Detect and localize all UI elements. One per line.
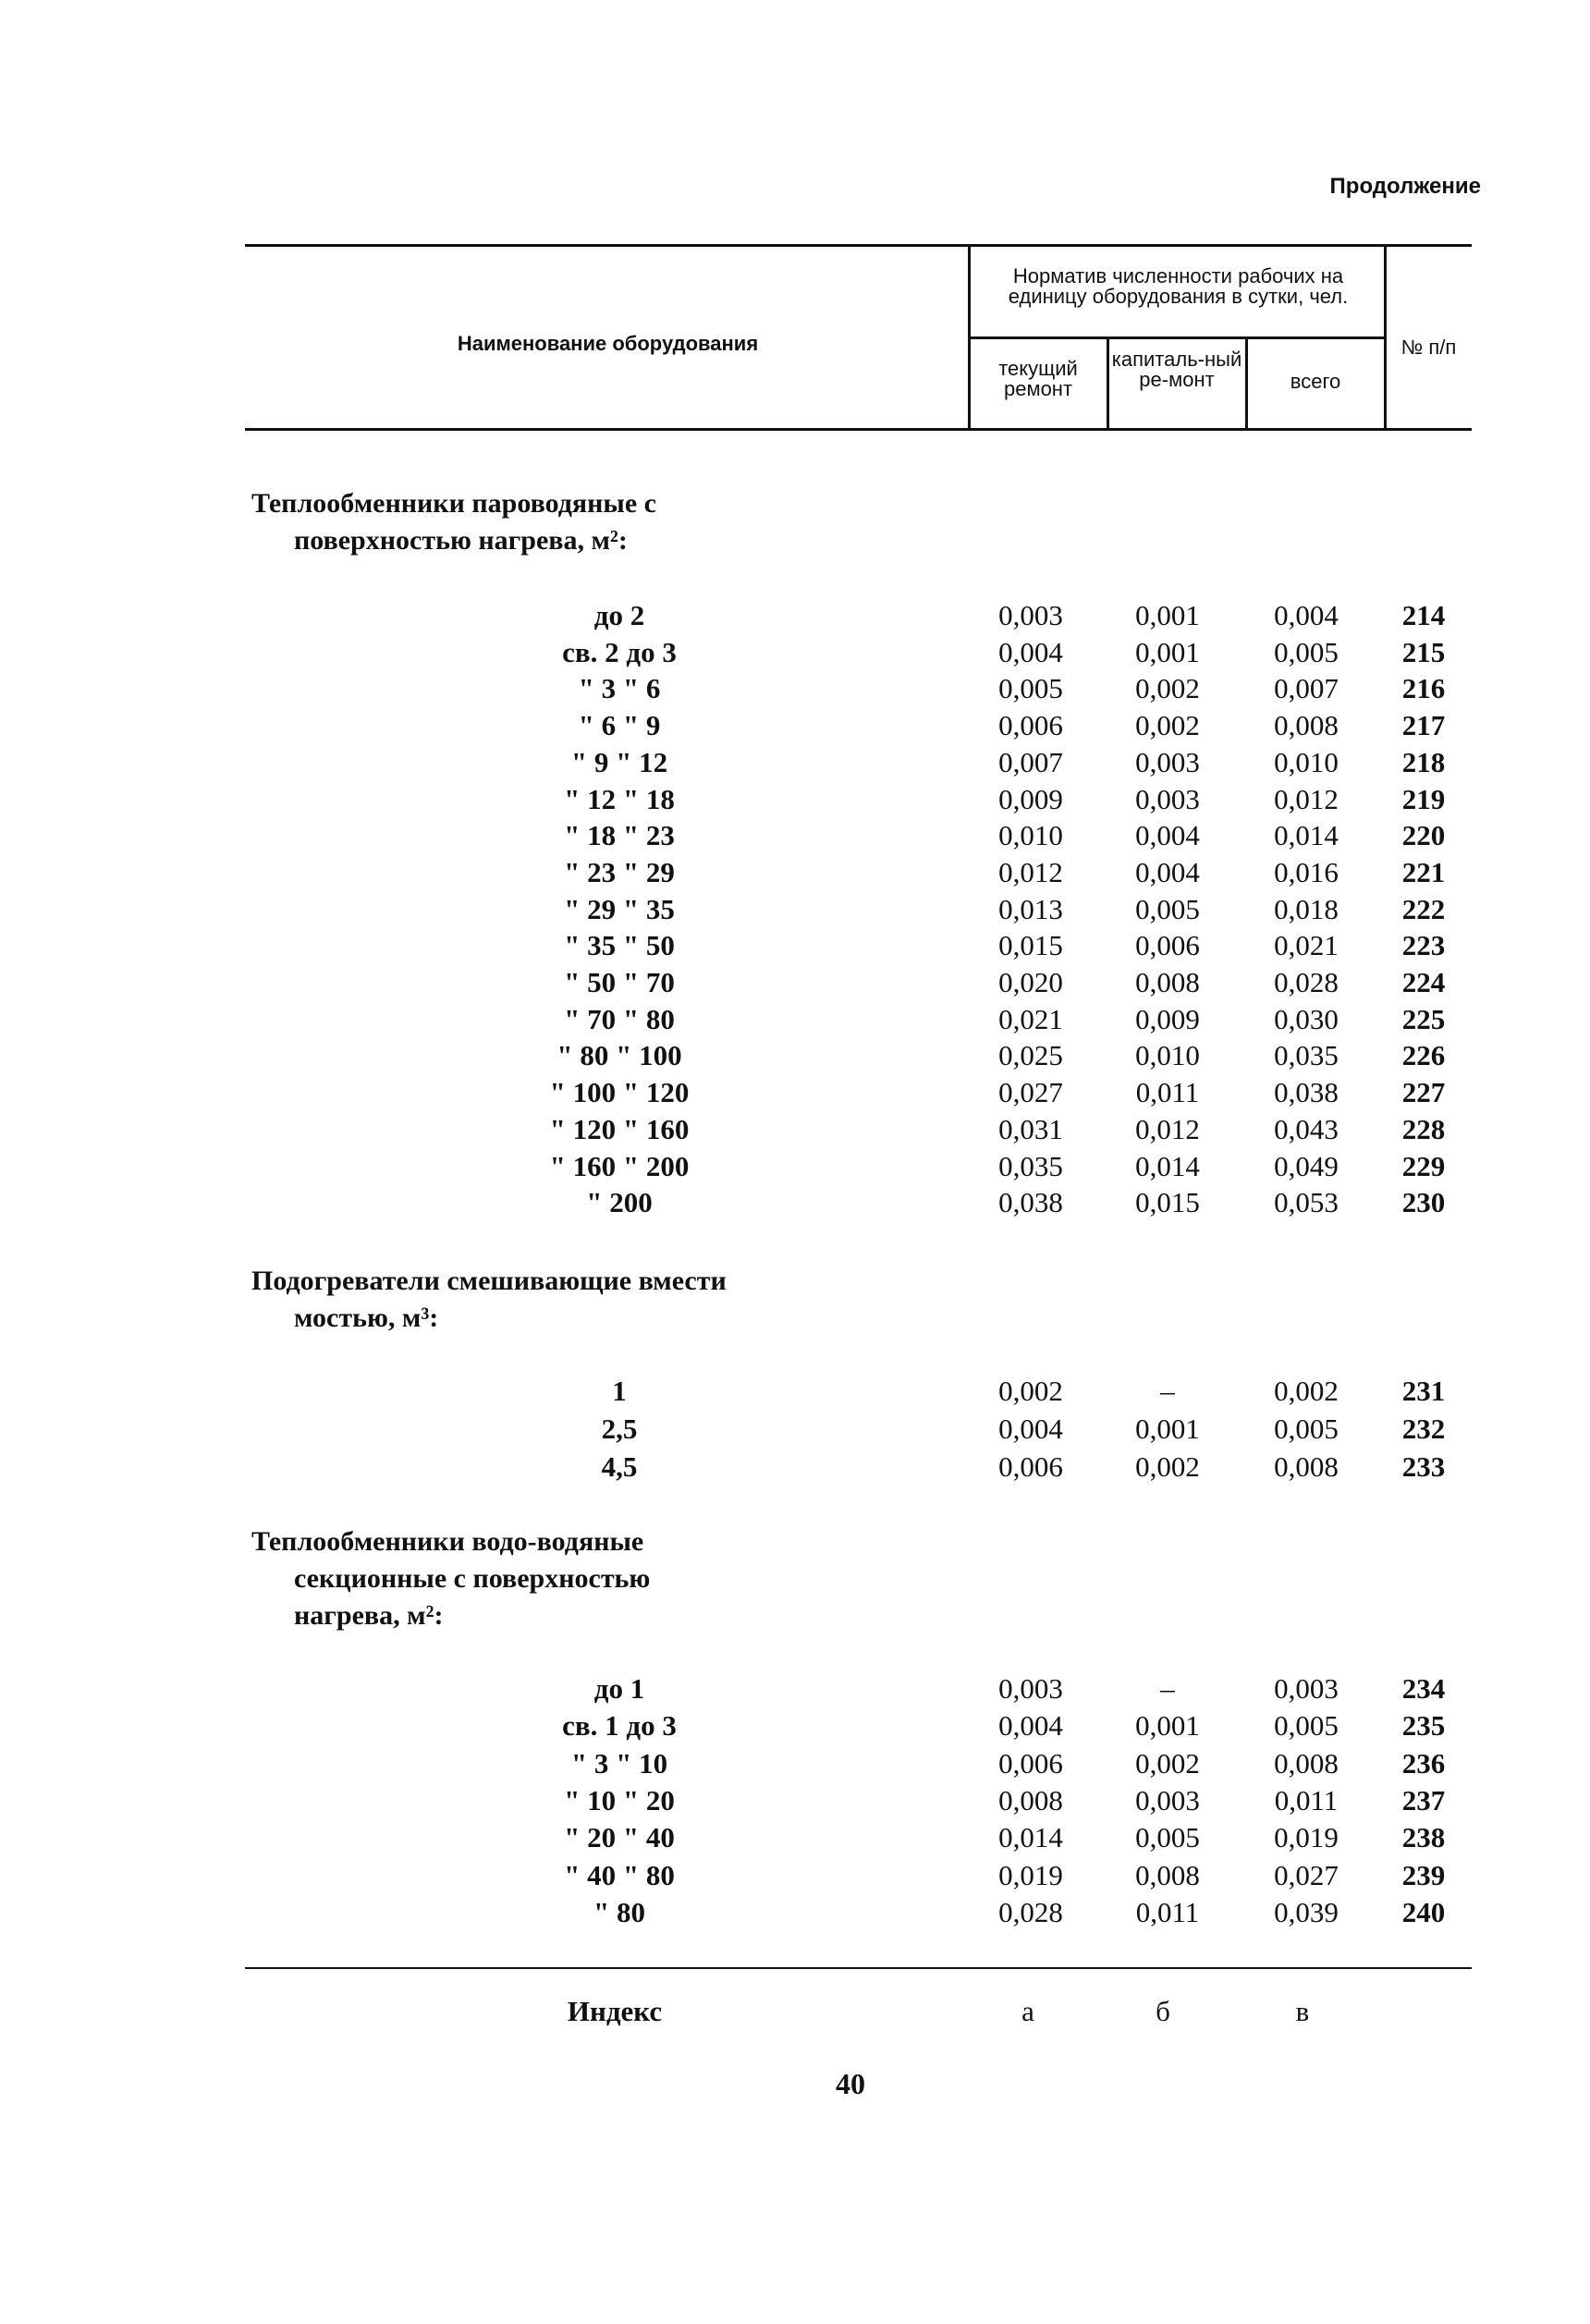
value-capital-repair: 0,004 bbox=[1135, 856, 1200, 888]
value-capital-repair: 0,012 bbox=[1135, 1113, 1200, 1145]
row-number: 219 bbox=[1401, 783, 1446, 815]
value-current-repair: 0,005 bbox=[998, 672, 1063, 704]
section-title bbox=[251, 1263, 727, 1337]
value-current-repair: 0,019 bbox=[998, 1859, 1063, 1891]
value-total: 0,027 bbox=[1274, 1859, 1339, 1891]
value-current-repair: 0,002 bbox=[998, 1375, 1063, 1407]
equipment-size: " 70 " 80 bbox=[564, 1003, 675, 1035]
row-number: 226 bbox=[1401, 1039, 1446, 1071]
value-capital-repair: 0,001 bbox=[1135, 599, 1200, 631]
value-capital-repair: 0,004 bbox=[1135, 819, 1200, 851]
value-total: 0,018 bbox=[1274, 893, 1339, 925]
value-current-repair: 0,028 bbox=[998, 1896, 1063, 1928]
value-total: 0,028 bbox=[1274, 966, 1339, 998]
table-top-rule bbox=[245, 244, 1472, 247]
row-number: 234 bbox=[1401, 1672, 1446, 1705]
value-total: 0,030 bbox=[1274, 1003, 1339, 1035]
table-bottom-rule bbox=[245, 1967, 1472, 1969]
equipment-size: " 20 " 40 bbox=[564, 1821, 675, 1853]
row-number: 240 bbox=[1401, 1896, 1446, 1928]
equipment-size: " 120 " 160 bbox=[549, 1113, 690, 1145]
value-capital-repair: 0,008 bbox=[1135, 966, 1200, 998]
value-capital-repair: 0,010 bbox=[1135, 1039, 1200, 1071]
row-number: 230 bbox=[1401, 1186, 1446, 1218]
row-number: 221 bbox=[1401, 856, 1446, 888]
row-number: 237 bbox=[1401, 1784, 1446, 1816]
value-current-repair: 0,008 bbox=[998, 1784, 1063, 1816]
row-number: 217 bbox=[1401, 709, 1446, 741]
value-current-repair: 0,006 bbox=[998, 1747, 1063, 1780]
value-capital-repair: 0,011 bbox=[1135, 1076, 1200, 1108]
equipment-size: " 40 " 80 bbox=[564, 1859, 675, 1891]
equipment-size: св. 1 до 3 bbox=[562, 1709, 677, 1742]
page-number: 40 bbox=[836, 2067, 865, 2100]
equipment-size: " 12 " 18 bbox=[564, 783, 675, 815]
row-number: 227 bbox=[1401, 1076, 1446, 1108]
value-total: 0,039 bbox=[1274, 1896, 1339, 1928]
row-number: 238 bbox=[1401, 1821, 1446, 1853]
value-current-repair: 0,027 bbox=[998, 1076, 1063, 1108]
row-number: 233 bbox=[1401, 1450, 1446, 1483]
equipment-size: до 2 bbox=[593, 599, 645, 631]
value-total: 0,002 bbox=[1274, 1375, 1339, 1407]
value-total: 0,019 bbox=[1274, 1821, 1339, 1853]
equipment-size: " 3 " 6 bbox=[578, 672, 661, 704]
value-total: 0,008 bbox=[1274, 709, 1339, 741]
header-norm-group: Норматив численности рабочих на единицу оборудования в сутки, чел. bbox=[1008, 264, 1349, 308]
equipment-size: 1 bbox=[612, 1375, 627, 1407]
value-capital-repair: 0,011 bbox=[1135, 1896, 1200, 1928]
value-total: 0,021 bbox=[1274, 929, 1339, 961]
value-total: 0,035 bbox=[1274, 1039, 1339, 1071]
value-current-repair: 0,009 bbox=[998, 783, 1063, 815]
value-capital-repair: 0,003 bbox=[1135, 783, 1200, 815]
index-c: в bbox=[1295, 1995, 1310, 2027]
row-number: 228 bbox=[1401, 1113, 1446, 1145]
equipment-size: " 9 " 12 bbox=[570, 746, 668, 778]
value-total: 0,011 bbox=[1274, 1784, 1339, 1816]
row-number: 220 bbox=[1401, 819, 1446, 851]
value-current-repair: 0,003 bbox=[998, 599, 1063, 631]
index-label: Индекс bbox=[567, 1995, 663, 2027]
header-equipment-name: Наименование оборудования bbox=[457, 332, 759, 355]
equipment-size: " 3 " 10 bbox=[570, 1747, 668, 1780]
equipment-size: " 80 bbox=[593, 1896, 645, 1928]
value-current-repair: 0,014 bbox=[998, 1821, 1063, 1853]
row-number: 231 bbox=[1401, 1375, 1446, 1407]
section-title-line: нагрева, м²: bbox=[294, 1600, 444, 1631]
section-title-line: поверхностью нагрева, м²: bbox=[294, 525, 628, 556]
value-capital-repair: 0,014 bbox=[1135, 1150, 1200, 1182]
value-total: 0,005 bbox=[1274, 1413, 1339, 1445]
value-capital-repair: 0,003 bbox=[1135, 1784, 1200, 1816]
value-current-repair: 0,035 bbox=[998, 1150, 1063, 1182]
value-capital-repair: 0,015 bbox=[1135, 1186, 1200, 1218]
value-current-repair: 0,038 bbox=[998, 1186, 1063, 1218]
value-current-repair: 0,010 bbox=[998, 819, 1063, 851]
row-number: 229 bbox=[1401, 1150, 1446, 1182]
value-total: 0,014 bbox=[1274, 819, 1339, 851]
equipment-size: до 1 bbox=[593, 1672, 645, 1705]
section-title-line: Подогреватели смешивающие вмести bbox=[251, 1266, 727, 1296]
value-capital-repair: 0,009 bbox=[1135, 1003, 1200, 1035]
equipment-size: " 160 " 200 bbox=[549, 1150, 690, 1182]
value-current-repair: 0,006 bbox=[998, 1450, 1063, 1483]
value-total: 0,010 bbox=[1274, 746, 1339, 778]
value-current-repair: 0,025 bbox=[998, 1039, 1063, 1071]
value-current-repair: 0,004 bbox=[998, 1709, 1063, 1742]
value-capital-repair: 0,003 bbox=[1135, 746, 1200, 778]
row-number: 224 bbox=[1401, 966, 1446, 998]
value-total: 0,038 bbox=[1274, 1076, 1339, 1108]
row-number: 215 bbox=[1401, 636, 1446, 668]
continuation-label: Продолжение bbox=[1329, 174, 1481, 199]
value-total: 0,008 bbox=[1274, 1747, 1339, 1780]
value-current-repair: 0,021 bbox=[998, 1003, 1063, 1035]
row-number: 214 bbox=[1401, 599, 1446, 631]
row-number: 225 bbox=[1401, 1003, 1446, 1035]
value-current-repair: 0,020 bbox=[998, 966, 1063, 998]
value-total: 0,053 bbox=[1274, 1186, 1339, 1218]
index-b: б bbox=[1156, 1995, 1170, 2027]
equipment-size: " 6 " 9 bbox=[578, 709, 661, 741]
section-title-line: Теплообменники пароводяные с bbox=[251, 488, 656, 519]
equipment-size: 2,5 bbox=[601, 1413, 638, 1445]
value-total: 0,005 bbox=[1274, 636, 1339, 668]
header-divider bbox=[1384, 244, 1387, 431]
equipment-size: " 80 " 100 bbox=[556, 1039, 682, 1071]
equipment-size: " 200 bbox=[586, 1186, 653, 1218]
value-capital-repair: 0,002 bbox=[1135, 672, 1200, 704]
value-capital-repair: 0,006 bbox=[1135, 929, 1200, 961]
equipment-size: " 18 " 23 bbox=[564, 819, 675, 851]
equipment-size: " 10 " 20 bbox=[564, 1784, 675, 1816]
value-capital-repair: 0,002 bbox=[1135, 709, 1200, 741]
row-number: 223 bbox=[1401, 929, 1446, 961]
equipment-size: " 50 " 70 bbox=[564, 966, 675, 998]
value-capital-repair: 0,001 bbox=[1135, 1709, 1200, 1742]
header-divider bbox=[1245, 336, 1248, 431]
row-number: 218 bbox=[1401, 746, 1446, 778]
equipment-size: " 35 " 50 bbox=[564, 929, 675, 961]
row-number: 236 bbox=[1401, 1747, 1446, 1780]
value-capital-repair: 0,001 bbox=[1135, 1413, 1200, 1445]
section-title bbox=[251, 1523, 650, 1634]
section-title-line: мостью, м³: bbox=[294, 1303, 439, 1333]
index-a: а bbox=[1021, 1995, 1034, 2027]
value-capital-repair: 0,008 bbox=[1135, 1859, 1200, 1891]
value-current-repair: 0,031 bbox=[998, 1113, 1063, 1145]
value-total: 0,003 bbox=[1274, 1672, 1339, 1705]
row-number: 232 bbox=[1401, 1413, 1446, 1445]
header-capital-repair: капиталь-ный ре-монт bbox=[1111, 348, 1242, 391]
value-total: 0,004 bbox=[1274, 599, 1339, 631]
row-number: 216 bbox=[1401, 672, 1446, 704]
equipment-size: " 100 " 120 bbox=[549, 1076, 690, 1108]
value-current-repair: 0,004 bbox=[998, 1413, 1063, 1445]
section-title-line: Теплообменники водо-водяные bbox=[251, 1526, 644, 1557]
equipment-size: " 29 " 35 bbox=[564, 893, 675, 925]
value-total: 0,049 bbox=[1274, 1150, 1339, 1182]
row-number: 222 bbox=[1401, 893, 1446, 925]
value-current-repair: 0,003 bbox=[998, 1672, 1063, 1705]
value-total: 0,008 bbox=[1274, 1450, 1339, 1483]
value-current-repair: 0,015 bbox=[998, 929, 1063, 961]
value-total: 0,043 bbox=[1274, 1113, 1339, 1145]
value-capital-repair: 0,001 bbox=[1135, 636, 1200, 668]
header-current-repair: текущий ремонт bbox=[998, 357, 1078, 400]
value-current-repair: 0,012 bbox=[998, 856, 1063, 888]
value-current-repair: 0,006 bbox=[998, 709, 1063, 741]
equipment-size: 4,5 bbox=[601, 1450, 638, 1483]
value-total: 0,005 bbox=[1274, 1709, 1339, 1742]
header-sub-rule bbox=[969, 336, 1387, 339]
section-title bbox=[251, 485, 656, 559]
header-divider bbox=[968, 244, 971, 431]
section-title-line: секционные с поверхностью bbox=[294, 1563, 651, 1594]
value-capital-repair: – bbox=[1160, 1375, 1175, 1407]
value-total: 0,012 bbox=[1274, 783, 1339, 815]
header-bottom-rule bbox=[245, 428, 1472, 431]
equipment-size: " 23 " 29 bbox=[564, 856, 675, 888]
header-row-number: № п/п bbox=[1400, 336, 1457, 359]
value-current-repair: 0,013 bbox=[998, 893, 1063, 925]
value-capital-repair: 0,005 bbox=[1135, 893, 1200, 925]
header-total: всего bbox=[1290, 370, 1341, 393]
equipment-size: св. 2 до 3 bbox=[562, 636, 677, 668]
value-current-repair: 0,007 bbox=[998, 746, 1063, 778]
row-number: 239 bbox=[1401, 1859, 1446, 1891]
value-total: 0,007 bbox=[1274, 672, 1339, 704]
value-capital-repair: 0,005 bbox=[1135, 1821, 1200, 1853]
value-capital-repair: – bbox=[1160, 1672, 1175, 1705]
value-capital-repair: 0,002 bbox=[1135, 1747, 1200, 1780]
value-current-repair: 0,004 bbox=[998, 636, 1063, 668]
header-divider bbox=[1107, 336, 1109, 431]
value-total: 0,016 bbox=[1274, 856, 1339, 888]
row-number: 235 bbox=[1401, 1709, 1446, 1742]
value-capital-repair: 0,002 bbox=[1135, 1450, 1200, 1483]
